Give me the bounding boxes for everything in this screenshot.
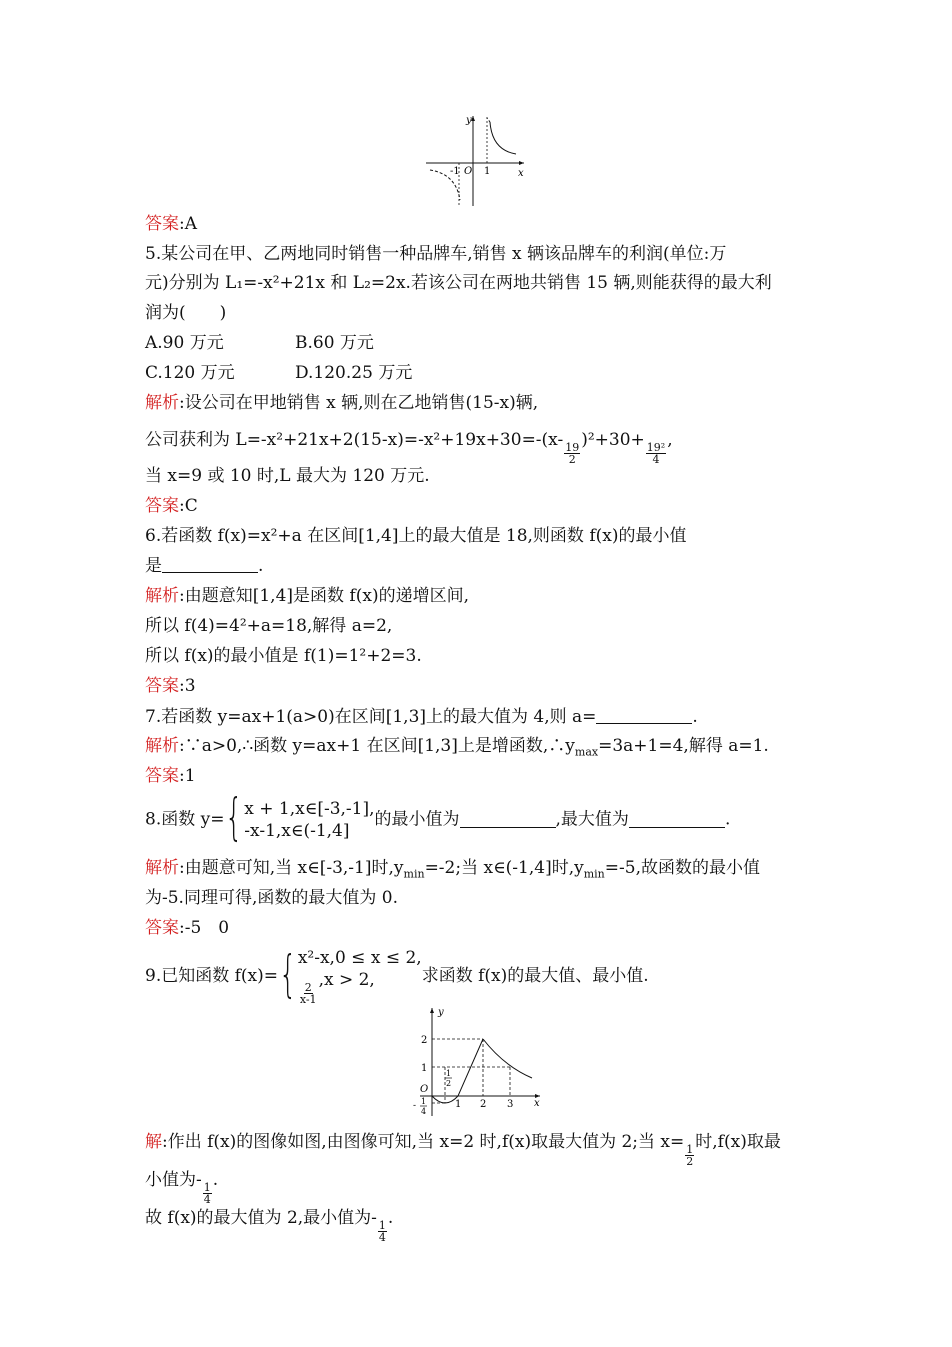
option-d: D.120.25 万元 bbox=[295, 363, 413, 383]
solution-line: 当 x=9 或 10 时,L 最大为 120 万元. bbox=[145, 466, 430, 486]
solution-line: 公司获利为 L=-x²+21x+2(15-x)=-x²+19x+30=-(x- $\frac{19}{2}$ )²+30+ $\frac{\text{19²}}{4}$ , bbox=[145, 430, 673, 466]
tick-label: 1 bbox=[421, 1097, 427, 1106]
y-axis-label: y bbox=[438, 1007, 444, 1018]
tick-label: - bbox=[413, 1101, 417, 1111]
fraction: $\frac{\text{19²}}{4}$ bbox=[646, 441, 666, 466]
origin-label: O bbox=[420, 1084, 429, 1095]
question-text: 润为( ) bbox=[145, 303, 227, 323]
solution-line: 小值为- $\frac{1}{4}$ . bbox=[145, 1170, 219, 1206]
tick-label: 1 bbox=[455, 1099, 462, 1110]
solution-line: 故 f(x)的最大值为 2,最小值为- $\frac{1}{4}$ . bbox=[145, 1208, 394, 1244]
origin-label: O bbox=[464, 166, 473, 177]
question-text: 元)分别为 L₁=-x²+21x 和 L₂=2x.若该公司在两地共销售 15 辆,则能获得的最大利 bbox=[145, 273, 772, 293]
tick-label: 4 bbox=[421, 1107, 427, 1116]
answer-line: 答案:3 bbox=[145, 676, 196, 696]
answer-blank bbox=[162, 556, 258, 573]
tick-label: 3 bbox=[507, 1099, 514, 1110]
solution-line: 所以 f(x)的最小值是 f(1)=1²+2=3. bbox=[145, 646, 422, 666]
piecewise: x + 1,x∈[-3,-1], -x-1,x∈(-1,4] bbox=[244, 798, 375, 841]
answer-blank bbox=[629, 811, 725, 828]
question-text: 8.函数 y={ x + 1,x∈[-3,-1], -x-1,x∈(-1,4] 的最小值为 ,最大值为 . bbox=[145, 788, 731, 846]
option-b: B.60 万元 bbox=[295, 333, 374, 353]
fraction: $\frac{19}{2}$ bbox=[565, 441, 580, 466]
question-text: 6.若函数 f(x)=x²+a 在区间[1,4]上的最大值是 18,则函数 f(x)的最小值 bbox=[145, 526, 687, 546]
answer-line: 答案:C bbox=[145, 496, 198, 516]
question-text: 5.某公司在甲、乙两地同时销售一种品牌车,销售 x 辆该品牌车的利润(单位:万 bbox=[145, 244, 727, 264]
tick-label: 1 bbox=[421, 1063, 428, 1074]
figure-piecewise-graph bbox=[408, 1004, 548, 1122]
solution-line: 解析:由题意知[1,4]是函数 f(x)的递增区间, bbox=[145, 586, 469, 606]
solution-line: 解析:∵a>0,∴函数 y=ax+1 在区间[1,3]上是增函数$,\therefore y_{max}=3a+1=4$,解得 a=1. bbox=[145, 736, 769, 759]
solution-line: 解:作出 f(x)的图像如图,由图像可知,当 x=2 时,f(x)取最大值为 2;当 x= $\frac{1}{2}$ 时,f(x)取最 bbox=[145, 1132, 781, 1168]
question-text: 9.已知函数 f(x)={ x²-x,0 ≤ x ≤ 2, $\frac{2}{x-1}$ ,x > 2, 求函数 f(x)的最大值、最小值. bbox=[145, 944, 649, 1006]
y-axis-label: y bbox=[466, 115, 472, 126]
question-text: 是 . bbox=[145, 556, 264, 576]
tick-label: 1 bbox=[446, 1069, 452, 1078]
solution-line: 所以 f(4)=4²+a=18,解得 a=2, bbox=[145, 616, 393, 636]
option-c: C.120 万元 bbox=[145, 363, 235, 383]
tick-label: 2 bbox=[421, 1035, 428, 1046]
x-axis-label: x bbox=[518, 168, 524, 179]
answer-line: 答案:1 bbox=[145, 766, 196, 786]
figure-reciprocal-graph bbox=[420, 112, 530, 208]
brace: { bbox=[279, 944, 297, 1003]
option-a: A.90 万元 bbox=[145, 333, 224, 353]
tick-label: 1 bbox=[484, 166, 491, 177]
answer-blank bbox=[460, 811, 556, 828]
solution-line: 解析:设公司在甲地销售 x 辆,则在乙地销售(15-x)辆, bbox=[145, 393, 539, 413]
x-axis-label: x bbox=[534, 1098, 540, 1109]
tick-label: 2 bbox=[480, 1099, 487, 1110]
answer-line: 答案:-5 0 bbox=[145, 918, 230, 938]
answer-blank bbox=[596, 707, 692, 724]
tick-label: 2 bbox=[446, 1079, 452, 1088]
fraction: $\frac{1}{4}$ bbox=[203, 1181, 211, 1206]
solution-line: 为-5.同理可得,函数的最大值为 0. bbox=[145, 888, 398, 908]
question-text: 7.若函数 y=ax+1(a>0)在区间[1,3]上的最大值为 4,则 a= . bbox=[145, 707, 698, 727]
answer-line: 答案:A bbox=[145, 214, 198, 234]
brace: { bbox=[225, 788, 244, 846]
tick-label: -1 bbox=[450, 166, 460, 177]
solution-line: 解析:由题意可知,当 x∈[-3,-1]时$,y_{min}=-2$;当 x∈(-1,4]时$,y_{min}=-5$,故函数的最小值 bbox=[145, 858, 760, 881]
fraction: $\frac{1}{2}$ bbox=[686, 1143, 694, 1168]
piecewise: x²-x,0 ≤ x ≤ 2, $\frac{2}{x-1}$ ,x > 2, bbox=[297, 948, 422, 1006]
fraction: $\frac{2}{x-1}$ bbox=[299, 981, 317, 1006]
fraction: $\frac{1}{4}$ bbox=[378, 1219, 386, 1244]
